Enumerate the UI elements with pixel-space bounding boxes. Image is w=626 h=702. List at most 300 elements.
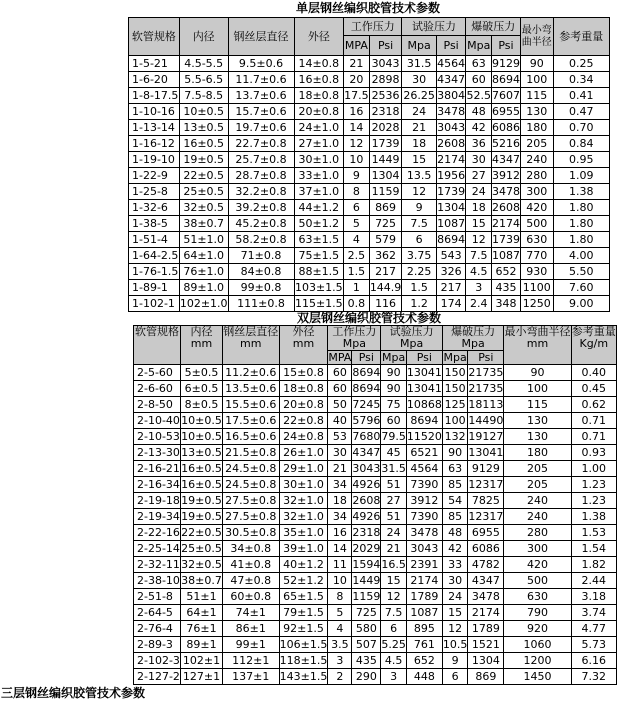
- table-cell: 205: [504, 477, 571, 493]
- table-cell: 27: [466, 168, 492, 184]
- header-work-mpa: MPA: [344, 36, 370, 56]
- table-row: [134, 637, 617, 653]
- table-cell: 31.5: [402, 56, 436, 72]
- table-cell: 24: [442, 589, 468, 605]
- table-cell: 24.5±0.8: [222, 461, 279, 477]
- table-cell: 1.82: [571, 557, 616, 573]
- table-cell: 2-76-4: [134, 621, 181, 637]
- table-cell: 130: [504, 413, 571, 429]
- table-cell: 90: [442, 445, 468, 461]
- table-cell: 8: [344, 184, 370, 200]
- table-cell: 90: [381, 365, 407, 381]
- table-cell: 27.5±0.8: [222, 509, 279, 525]
- table-cell: 3478: [406, 525, 442, 541]
- table-cell: 1.80: [553, 200, 609, 216]
- table-cell: 2028: [369, 120, 402, 136]
- table-cell: 1060: [504, 637, 571, 653]
- table-cell: 24±0.8: [279, 429, 328, 445]
- header-wire-diameter: [222, 326, 279, 365]
- table-cell: 2-16-34: [134, 477, 181, 493]
- table-cell: 7825: [468, 493, 504, 509]
- table-row: [129, 88, 610, 104]
- table-cell: 9.00: [553, 296, 609, 312]
- table-cell: 50±1.2: [294, 216, 344, 232]
- table-cell: 1.5: [344, 264, 370, 280]
- table-cell: 86±1: [222, 621, 279, 637]
- table-cell: 13041: [406, 381, 442, 395]
- table-cell: 6: [344, 200, 370, 216]
- table-cell: 45.2±0.8: [228, 216, 294, 232]
- table-cell: 6: [381, 621, 407, 637]
- table-cell: 3478: [468, 589, 504, 605]
- table-cell: 12317: [468, 477, 504, 491]
- table-cell: 100: [520, 72, 553, 88]
- table-cell: 2174: [491, 216, 520, 230]
- table-cell: 1.2: [402, 296, 436, 312]
- table-cell: 0.71: [571, 429, 616, 445]
- table-cell: 1.23: [571, 493, 616, 509]
- table-cell: 240: [504, 509, 571, 525]
- table-cell: 30±1.0: [279, 477, 328, 493]
- table-cell: 24: [402, 104, 436, 120]
- table-cell: 130: [520, 104, 553, 120]
- table-row: [129, 216, 610, 232]
- table-row: [134, 477, 617, 493]
- table-cell: 240: [504, 493, 571, 509]
- table-cell: 37±1.0: [294, 184, 344, 200]
- table-cell: 2-64-5: [134, 605, 181, 621]
- table-cell: 420: [520, 200, 553, 216]
- table-cell: 33±1.0: [294, 168, 344, 184]
- table-cell: 21: [381, 541, 407, 557]
- table-cell: 2-51-8: [134, 589, 181, 605]
- table-cell: 48: [466, 104, 492, 120]
- table-cell: 1.80: [553, 232, 609, 248]
- table-cell: 2318: [352, 525, 381, 539]
- table-cell: 869: [468, 669, 504, 685]
- table-cell: 51±1: [181, 589, 223, 605]
- table-cell: 41±0.8: [222, 557, 279, 573]
- table-cell: 4926: [352, 477, 381, 491]
- table-cell: 3478: [437, 104, 466, 118]
- table-cell: 4347: [491, 152, 520, 166]
- table-cell: 115±1.5: [294, 296, 343, 310]
- table-cell: 1-51-4: [129, 232, 180, 248]
- table-cell: 920: [504, 621, 571, 637]
- table-row: [129, 280, 610, 296]
- table-cell: 30: [442, 573, 468, 589]
- table-cell: 15.7±0.6: [228, 104, 294, 120]
- table-cell: 31.5: [381, 461, 406, 475]
- table-cell: 4: [344, 232, 370, 248]
- table-cell: 8: [328, 589, 352, 605]
- table-cell: 19±0.5: [179, 152, 228, 168]
- table-cell: 10: [328, 573, 352, 589]
- table-cell: 2-38-10: [134, 573, 181, 589]
- header-test-mpa: Mpa: [402, 36, 436, 56]
- header-work-psi: Psi: [352, 351, 381, 365]
- table-cell: 16.5±0.6: [222, 429, 279, 445]
- table-cell: 89±1.0: [179, 280, 228, 296]
- table-cell: 14±0.8: [294, 56, 344, 72]
- header-wire-diameter: 钢丝层直径: [228, 18, 294, 56]
- table-cell: 174: [436, 296, 466, 312]
- table-cell: 15: [381, 573, 407, 589]
- table-cell: 22.7±0.8: [228, 136, 294, 152]
- table-cell: 25±0.5: [181, 541, 222, 555]
- table-cell: 16±0.5: [181, 477, 222, 491]
- table-row: [134, 669, 617, 685]
- table-cell: 1250: [520, 296, 553, 312]
- table-cell: 89±1: [181, 637, 223, 653]
- table-cell: 21: [402, 120, 436, 136]
- table-cell: 29±1.0: [279, 461, 328, 477]
- table-cell: 240: [520, 152, 553, 168]
- table-cell: 8694: [491, 72, 520, 86]
- table-cell: 30.5±0.8: [222, 525, 279, 541]
- table-cell: 92±1.5: [279, 621, 328, 637]
- table-cell: 58.2±0.8: [228, 232, 294, 248]
- table-row: [134, 525, 617, 541]
- table-cell: 16±0.8: [294, 72, 344, 88]
- header-wire-label: 钢丝层直径: [223, 325, 279, 338]
- table-cell: 24±1.0: [294, 120, 344, 136]
- table-cell: 869: [369, 200, 402, 216]
- table-cell: 2-6-60: [134, 381, 181, 397]
- table-cell: 1087: [491, 248, 520, 262]
- table-cell: 1100: [520, 280, 553, 296]
- table-cell: 116: [369, 296, 402, 312]
- table-cell: 16±0.5: [179, 136, 228, 152]
- table-cell: 1-5-21: [129, 56, 180, 72]
- table-cell: 1-102-1: [129, 296, 180, 312]
- table-cell: 16±0.5: [181, 461, 222, 475]
- header-wire-unit: mm: [240, 337, 262, 350]
- table-cell: 1521: [468, 637, 504, 653]
- table-cell: 1.38: [571, 509, 616, 525]
- header-outer-label: 外径: [292, 325, 315, 338]
- table-cell: 300: [520, 184, 553, 200]
- table-cell: 1.38: [553, 184, 609, 200]
- double-layer-title: 双层钢丝编织胶管技术参数: [297, 311, 442, 325]
- table-cell: 60: [328, 381, 352, 397]
- table-cell: 0.71: [571, 413, 616, 429]
- table-cell: 90: [504, 365, 571, 381]
- table-cell: 53: [328, 429, 352, 445]
- table-cell: 42: [466, 120, 492, 136]
- table-cell: 1159: [352, 589, 381, 603]
- table-cell: 39±1.0: [279, 541, 328, 557]
- table-cell: 2174: [437, 152, 466, 166]
- table-cell: 6521: [406, 445, 442, 461]
- table-cell: 27: [381, 493, 407, 509]
- table-cell: 30: [328, 445, 352, 461]
- table-cell: 32±1.0: [279, 509, 328, 525]
- table-cell: 725: [352, 605, 381, 621]
- table-cell: 205: [504, 461, 571, 477]
- table-cell: 1449: [352, 573, 381, 587]
- table-cell: 150: [442, 381, 468, 397]
- table-cell: 22±0.5: [181, 525, 222, 539]
- table-cell: 38±0.7: [179, 216, 228, 232]
- table-cell: 50: [328, 397, 352, 413]
- table-cell: 2318: [369, 104, 402, 120]
- table-cell: 10: [344, 152, 370, 168]
- table-cell: 1.5: [402, 280, 436, 296]
- table-cell: 10±0.5: [181, 429, 222, 443]
- table-cell: 28.7±0.8: [228, 168, 294, 184]
- table-cell: 17.5: [344, 88, 369, 102]
- table-cell: 2: [328, 669, 352, 685]
- table-cell: 205: [520, 136, 553, 152]
- table-cell: 60: [381, 413, 407, 429]
- table-row: [134, 653, 617, 669]
- table-cell: 7390: [406, 477, 442, 493]
- table-cell: 0.62: [571, 397, 616, 413]
- table-cell: 19127: [468, 429, 504, 443]
- table-cell: 2029: [352, 541, 381, 555]
- table-row: [134, 461, 617, 477]
- table-cell: 7390: [406, 509, 442, 525]
- table-cell: 2536: [369, 88, 402, 104]
- header-test-unit: Mpa: [399, 337, 424, 350]
- table-cell: 1.00: [571, 461, 616, 477]
- table-cell: 579: [369, 232, 402, 248]
- table-cell: 6086: [491, 120, 520, 134]
- table-cell: 761: [406, 637, 442, 653]
- table-cell: 217: [436, 280, 466, 296]
- table-cell: 3043: [369, 56, 402, 72]
- table-cell: 48: [442, 525, 468, 541]
- table-cell: 40±1.2: [279, 557, 328, 573]
- table-cell: 111±0.8: [228, 296, 294, 312]
- table-cell: 60±0.8: [222, 589, 279, 605]
- table-cell: 17.5±0.6: [222, 413, 279, 429]
- table-cell: 21735: [468, 381, 504, 395]
- table-cell: 13.5: [402, 168, 436, 184]
- table-cell: 1739: [369, 136, 402, 152]
- table-cell: 21735: [468, 365, 504, 379]
- table-cell: 12: [381, 589, 407, 605]
- table-cell: 51: [381, 477, 407, 493]
- table-cell: 9: [344, 168, 370, 184]
- table-cell: 12: [402, 184, 436, 200]
- table-cell: 0.25: [553, 56, 609, 72]
- table-cell: 99±1: [222, 637, 279, 653]
- header-test-label: 试验压力: [389, 325, 434, 338]
- table-row: [134, 541, 617, 557]
- table-cell: 6±0.5: [181, 381, 223, 397]
- table-cell: 0.45: [571, 381, 616, 397]
- table-row: [134, 365, 617, 381]
- table-cell: 2898: [369, 72, 402, 88]
- table-cell: 652: [406, 653, 442, 669]
- header-spec: 软管规格: [129, 18, 180, 56]
- header-test-pressure: [381, 326, 443, 351]
- table-row: [129, 200, 610, 216]
- table-cell: 0.95: [553, 152, 609, 168]
- table-cell: 500: [504, 573, 571, 589]
- table-cell: 1: [344, 280, 370, 296]
- table-cell: 11520: [406, 429, 442, 443]
- table-cell: 180: [504, 445, 571, 461]
- header-weight-unit: Kg/m: [579, 337, 609, 350]
- table-cell: 2174: [406, 573, 442, 589]
- table-row: [129, 264, 610, 280]
- table-cell: 0.40: [571, 365, 616, 381]
- table-cell: 1.54: [571, 541, 616, 557]
- header-outer-unit: mm: [292, 337, 315, 350]
- table-cell: 1-6-20: [129, 72, 180, 88]
- table-cell: 0.8: [344, 296, 370, 312]
- table-cell: 24.5±0.8: [222, 477, 279, 493]
- header-burst-mpa: Mpa: [466, 36, 492, 56]
- table-cell: 65±1.5: [279, 589, 328, 605]
- table-cell: 47±0.8: [222, 573, 279, 589]
- table-cell: 74±1: [222, 605, 279, 621]
- table-cell: 25±0.5: [179, 184, 228, 200]
- table-cell: 4.5: [381, 653, 407, 669]
- table-cell: 1-25-8: [129, 184, 180, 200]
- table-cell: 13.5±0.6: [222, 381, 279, 397]
- table-cell: 8±0.5: [181, 397, 223, 413]
- table-cell: 9.5±0.6: [228, 56, 294, 72]
- table-cell: 143±1.5: [279, 669, 328, 683]
- table-row: [134, 605, 617, 621]
- table-cell: 34±0.8: [222, 541, 279, 557]
- table-cell: 348: [491, 296, 520, 312]
- table-cell: 9: [442, 653, 468, 669]
- table-cell: 3.74: [571, 605, 616, 621]
- table-cell: 13±0.5: [179, 120, 228, 136]
- table-cell: 500: [520, 216, 553, 232]
- table-cell: 435: [352, 653, 381, 669]
- table-cell: 180: [520, 120, 553, 136]
- table-cell: 18: [402, 136, 436, 152]
- table-row: [134, 589, 617, 605]
- table-cell: 1449: [369, 152, 402, 168]
- table-cell: 2-13-30: [134, 445, 181, 461]
- header-work-psi: Psi: [369, 36, 402, 56]
- table-cell: 76±1: [181, 621, 223, 637]
- table-cell: 137±1: [222, 669, 279, 685]
- table-cell: 30: [466, 152, 492, 168]
- table-cell: 7607: [491, 88, 520, 102]
- table-cell: 1594: [352, 557, 381, 571]
- table-cell: 0.41: [553, 88, 609, 104]
- table-row: [134, 445, 617, 461]
- header-burst-psi: Psi: [491, 36, 520, 56]
- table-cell: 2.44: [571, 573, 616, 589]
- table-cell: 652: [491, 264, 520, 280]
- table-cell: 5: [344, 216, 370, 232]
- table-row: [134, 413, 617, 429]
- table-cell: 22±0.8: [279, 413, 328, 429]
- table-cell: 14: [344, 120, 370, 136]
- table-cell: 40: [328, 413, 352, 429]
- table-cell: 290: [352, 669, 381, 685]
- table-cell: 2-25-14: [134, 541, 181, 557]
- table-cell: 15: [402, 152, 436, 168]
- table-cell: 30±1.0: [294, 152, 344, 168]
- header-weight: [571, 326, 616, 365]
- table-cell: 1-16-12: [129, 136, 180, 152]
- table-cell: 6086: [468, 541, 504, 557]
- table-cell: 2-19-18: [134, 493, 181, 509]
- table-cell: 71±0.8: [228, 248, 294, 264]
- table-cell: 2174: [468, 605, 504, 621]
- table-cell: 13.7±0.6: [228, 88, 294, 104]
- table-cell: 115: [504, 397, 571, 413]
- table-cell: 32±0.5: [181, 557, 222, 571]
- table-cell: 0.47: [553, 104, 609, 120]
- table-cell: 102±1: [181, 653, 223, 669]
- table-cell: 8694: [406, 413, 442, 429]
- header-weight-label: 参考重量: [571, 325, 616, 338]
- table-cell: 2391: [406, 557, 442, 573]
- table-cell: 1304: [369, 168, 402, 184]
- table-cell: 16: [344, 104, 370, 120]
- table-cell: 15±0.8: [279, 365, 328, 381]
- table-cell: 3: [466, 280, 492, 296]
- table-cell: 2608: [491, 200, 520, 214]
- header-bend-radius: [504, 326, 571, 365]
- table-cell: 84±0.8: [228, 264, 294, 280]
- table-cell: 1304: [468, 653, 504, 669]
- table-cell: 1-13-14: [129, 120, 180, 136]
- header-inner-label: 内径: [190, 325, 213, 338]
- header-bend-unit: mm: [526, 337, 549, 350]
- table-cell: 79±1.5: [279, 605, 328, 621]
- table-cell: 1-10-16: [129, 104, 180, 120]
- header-bend-radius: 最小弯曲半径: [520, 18, 553, 56]
- table-cell: 19±0.5: [181, 493, 222, 507]
- table-cell: 1739: [437, 184, 466, 198]
- table-cell: 7.5: [381, 605, 407, 621]
- table-cell: 0.84: [553, 136, 609, 152]
- table-cell: 1159: [369, 184, 402, 200]
- table-cell: 85: [442, 509, 468, 525]
- table-cell: 326: [436, 264, 466, 280]
- table-cell: 3043: [437, 120, 466, 134]
- header-burst-pressure: [442, 326, 504, 351]
- header-work-label: 工作压力: [332, 325, 377, 338]
- table-cell: 18±0.8: [294, 88, 344, 104]
- table-cell: 1-8-17.5: [129, 88, 180, 104]
- table-cell: 630: [504, 589, 571, 605]
- table-cell: 24: [466, 184, 492, 200]
- table-cell: 51: [381, 509, 407, 525]
- table-row: [129, 120, 610, 136]
- table-cell: 1200: [504, 653, 571, 669]
- table-cell: 11.7±0.6: [228, 72, 294, 88]
- table-cell: 8694: [352, 381, 381, 395]
- table-cell: 3912: [491, 168, 520, 182]
- table-row: [134, 429, 617, 445]
- table-cell: 64±1.0: [179, 248, 228, 264]
- table-cell: 44±1.2: [294, 200, 344, 216]
- table-cell: 0.70: [553, 120, 609, 136]
- table-row: [134, 509, 617, 525]
- table-cell: 2-22-16: [134, 525, 181, 541]
- table-cell: 100: [504, 381, 571, 397]
- table-cell: 10.5: [442, 637, 468, 651]
- table-cell: 4.5-5.5: [179, 56, 228, 72]
- table-cell: 5216: [491, 136, 520, 150]
- table-cell: 790: [504, 605, 571, 621]
- table-cell: 9129: [468, 461, 504, 477]
- table-cell: 0.93: [571, 445, 616, 461]
